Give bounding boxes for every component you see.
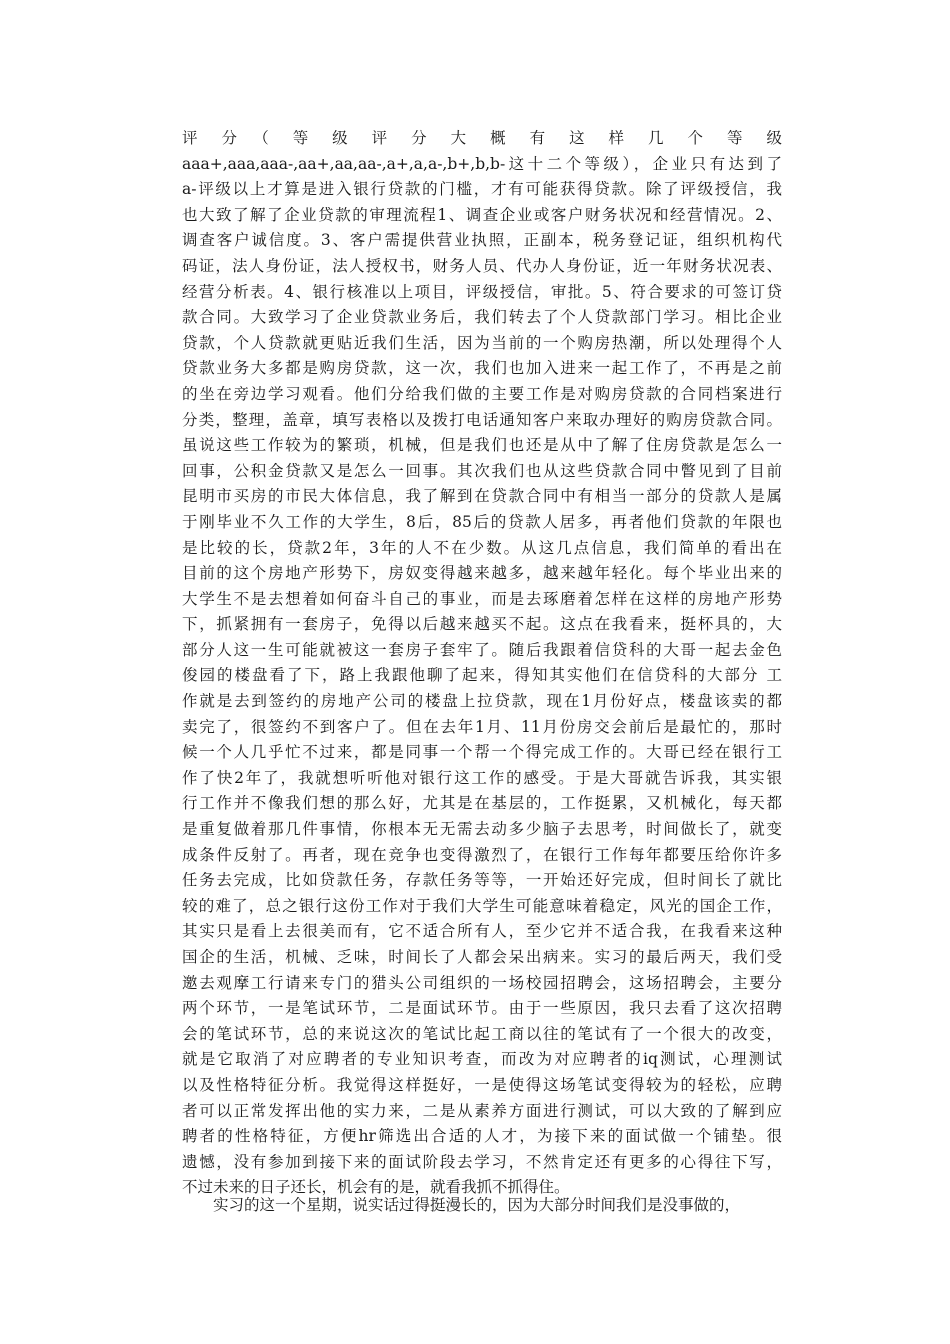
text-line: 是比较的长，贷款2年，3年的人不在少数。从这几点信息，我们简单的看出在 bbox=[182, 538, 782, 557]
text-line: 国企的生活，机械、乏味，时间长了人都会呆出病来。实习的最后两天，我们受 bbox=[182, 948, 782, 966]
text-line: 于刚毕业不久工作的大学生，8后，85后的贷款人居多，再者他们贷款的年限也 bbox=[182, 512, 782, 531]
text-line: 款合同。大致学习了企业贷款业务后，我们转去了个人贷款部门学习。相比企业 bbox=[182, 308, 782, 327]
text-line: 成条件反射了。再者，现在竞争也变得激烈了，在银行工作每年都要压给你许多 bbox=[182, 845, 782, 864]
text-line: 俊园的楼盘看了下，路上我跟他聊了起来，得知其实他们在信贷科的大部分 工 bbox=[182, 666, 782, 685]
text-line-last: 不过未来的日子还长，机会有的是，就看我抓不抓得住。 bbox=[182, 1178, 570, 1197]
text-line: 调查客户诚信度。3、客户需提供营业执照，正副本，税务登记证，组织机构代 bbox=[182, 231, 782, 250]
text-line: 者可以正常发挥出他的实力来，二是从素养方面进行测试，可以大致的了解到应 bbox=[182, 1101, 782, 1120]
paragraph-1 bbox=[182, 126, 782, 1201]
text-line: 行工作并不像我们想的那么好，尤其是在基层的，工作挺累，又机械化，每天都 bbox=[182, 794, 782, 813]
text-line: 昆明市买房的市民大体信息，我了解到在贷款合同中有相当一部分的贷款人是属 bbox=[182, 487, 782, 506]
text-line: 目前的这个房地产形势下，房奴变得越来越多，越来越年轻化。每个毕业出来的 bbox=[182, 564, 782, 583]
text-line: 任务去完成，比如贷款任务，存款任务等等，一开始还好完成，但时间长了就比 bbox=[182, 871, 782, 890]
text-line: 邀去观摩工行请来专门的猎头公司组织的一场校园招聘会，这场招聘会，主要分 bbox=[182, 973, 782, 992]
text-line: 的坐在旁边学习观看。他们分给我们做的主要工作是对购房贷款的合同档案进行 bbox=[182, 384, 782, 403]
text-line: aaa+,aaa,aaa-,aa+,aa,aa-,a+,a,a-,b+,b,b-这十二个等级），企业只有达到了 bbox=[182, 154, 782, 173]
text-line: 作就是去到签约的房地产公司的楼盘上拉贷款，现在1月份好点，楼盘该卖的都 bbox=[182, 692, 782, 711]
text-line: 卖完了，很签约不到客户了。但在去年1月、11月份房交会前后是最忙的，那时 bbox=[182, 717, 782, 736]
text-line: 码证，法人身份证，法人授权书，财务人员、代办人身份证，近一年财务状况表、 bbox=[182, 256, 782, 275]
text-line: a-评级以上才算是进入银行贷款的门槛，才有可能获得贷款。除了评级授信，我 bbox=[182, 180, 782, 199]
text-line: 作了快2年了，我就想听听他对银行这工作的感受。于是大哥就告诉我，其实银 bbox=[182, 768, 782, 787]
text-line: 聘者的性格特征，方便hr筛选出合适的人才，为接下来的面试做一个铺垫。很 bbox=[182, 1127, 782, 1146]
text-line: 是重复做着那几件事情，你根本无无需去动多少脑子去思考，时间做长了，就变 bbox=[182, 820, 782, 839]
text-line: 以及性格特征分析。我觉得这样挺好，一是使得这场笔试变得较为的轻松，应聘 bbox=[182, 1075, 782, 1094]
text-line: 贷款，个人贷款就更贴近我们生活，因为当前的一个购房热潮，所以处理得个人 bbox=[182, 333, 782, 352]
text-line: 下，抓紧拥有一套房子，免得以后越来越买不起。这点在我看来，挺杯具的，大 bbox=[182, 615, 782, 634]
text-line: 大学生不是去想着如何奋斗自己的事业，而是去琢磨着怎样在这样的房地产形势 bbox=[182, 589, 782, 608]
text-line: 两个环节，一是笔试环节，二是面试环节。由于一些原因，我只去看了这次招聘 bbox=[182, 999, 782, 1018]
text-line: 会的笔试环节，总的来说这次的笔试比起工商以往的笔试有了一个很大的改变， bbox=[182, 1024, 782, 1043]
text-line: 就是它取消了对应聘者的专业知识考查，而改为对应聘者的iq测试，心理测试 bbox=[182, 1050, 782, 1069]
text-line: 评 分 （ 等 级 评 分 大 概 有 这 样 几 个 等 级 bbox=[182, 129, 782, 147]
text-line: 遗憾，没有参加到接下来的面试阶段去学习，不然肯定还有更多的心得往下写， bbox=[182, 1152, 782, 1171]
text-line: 回事，公积金贷款又是怎么一回事。其次我们也从这些贷款合同中瞥见到了目前 bbox=[182, 461, 782, 480]
text-line: 贷款业务大多都是购房贷款，这一次，我们也加入进来一起工作了，不再是之前 bbox=[182, 359, 782, 378]
text-line: 部分人这一生可能就被这一套房子套牢了。随后我跟着信贷科的大哥一起去金色 bbox=[182, 640, 782, 659]
paragraph-2 bbox=[182, 1193, 782, 1219]
text-line: 虽说这些工作较为的繁琐，机械，但是我们也还是从中了解了住房贷款是怎么一 bbox=[182, 436, 782, 455]
text-line: 较的难了，总之银行这份工作对于我们大学生可能意味着稳定，风光的国企工作， bbox=[182, 896, 782, 915]
text-line: 其实只是看上去很美而有，它不适合所有人，至少它并不适合我，在我看来这种 bbox=[182, 922, 782, 941]
text-line: 候一个人几乎忙不过来，都是同事一个帮一个得完成工作的。大哥已经在银行工 bbox=[182, 743, 782, 762]
text-line: 经营分析表。4、银行核准以上项目，评级授信，审批。5、符合要求的可签订贷 bbox=[182, 282, 782, 301]
text-line: 分类，整理，盖章，填写表格以及拨打电话通知客户来取办理好的购房贷款合同。 bbox=[182, 410, 782, 429]
text-line: 也大致了解了企业贷款的审理流程1、调查企业或客户财务状况和经营情况。2、 bbox=[182, 205, 782, 224]
paragraph-2-first-line: 实习的这一个星期，说实话过得挺漫长的，因为大部分时间我们是没事做的， bbox=[213, 1196, 741, 1214]
